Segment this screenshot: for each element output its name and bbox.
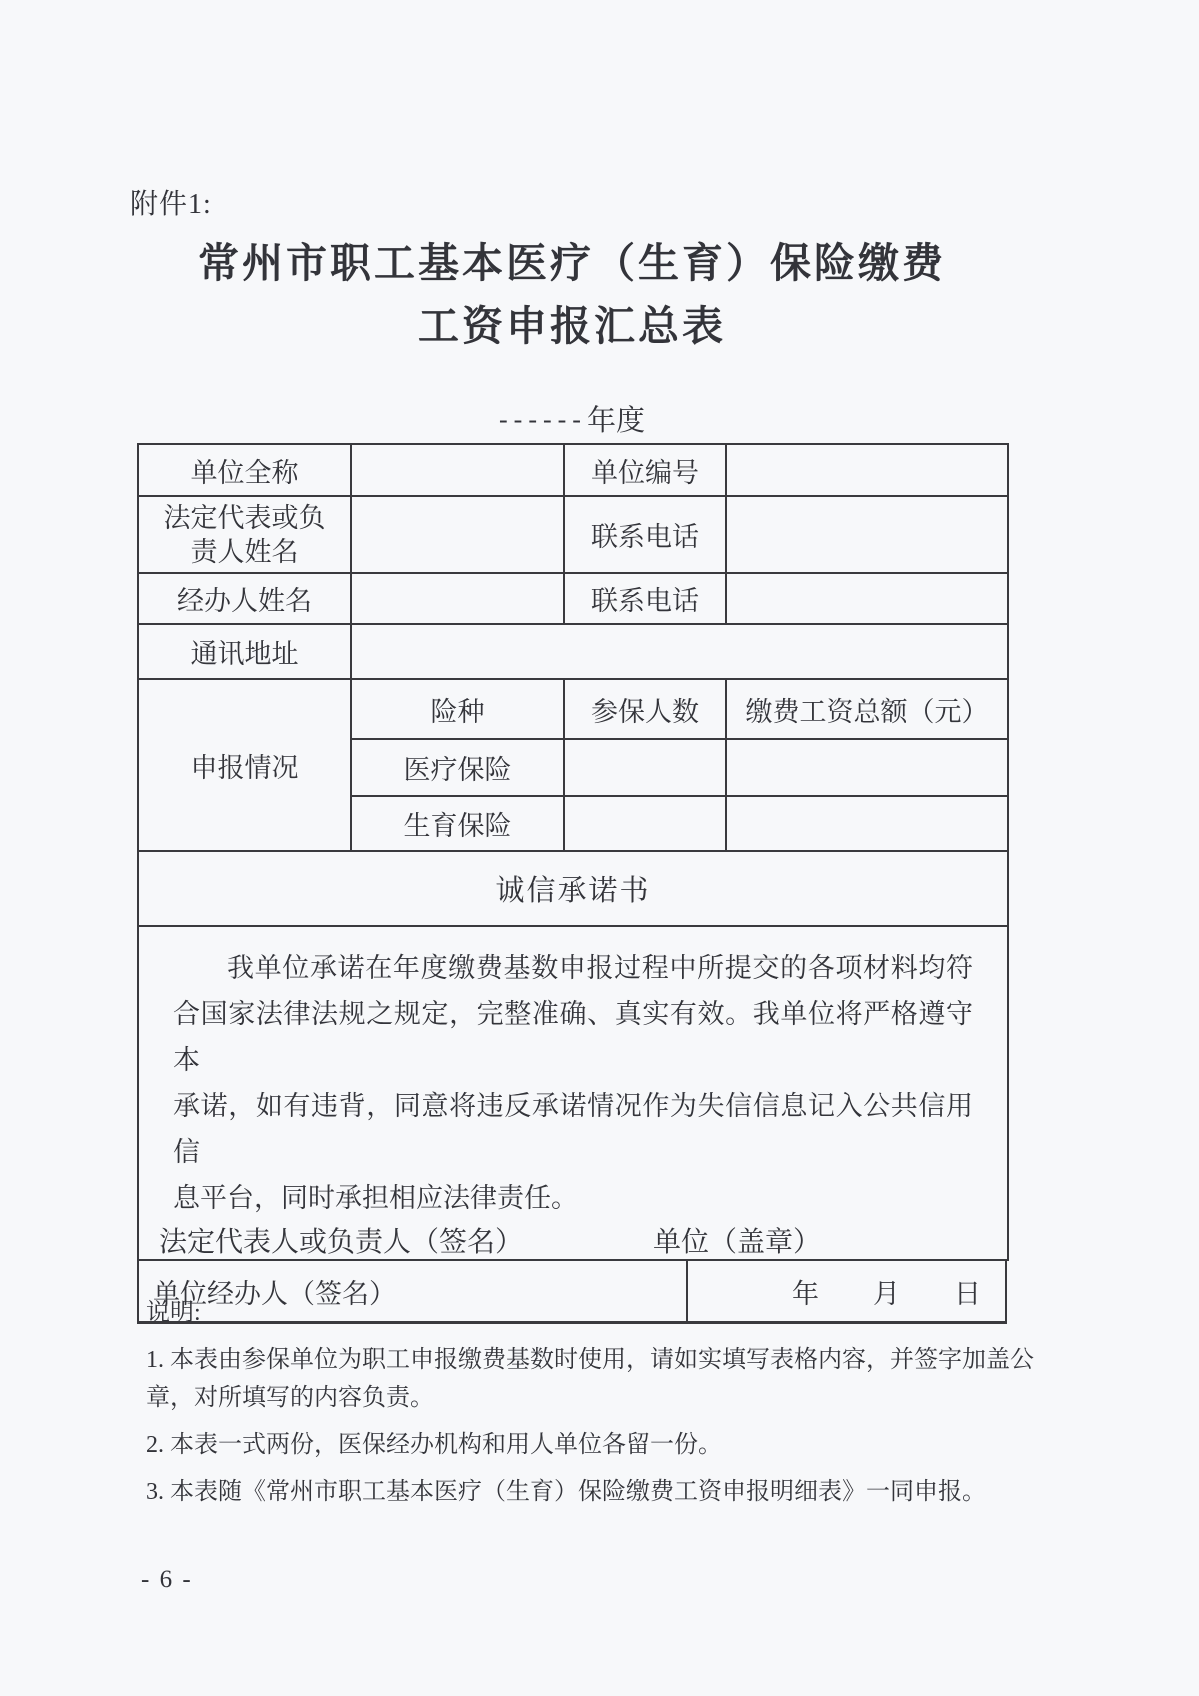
wage-total-header: 缴费工资总额（元） — [726, 679, 1008, 739]
declaration-status-label: 申报情况 — [138, 679, 351, 851]
attachment-label: 附件1: — [130, 189, 212, 220]
medical-insurance-label: 医疗保险 — [351, 739, 564, 796]
medical-insured-count-cell — [564, 739, 726, 796]
table-row — [138, 679, 1008, 739]
note-item-2: 2. 本表一式两份，医保经办机构和用人单位各留一份。 — [146, 1432, 722, 1458]
contact-phone-value-cell-1 — [726, 496, 1008, 573]
table-row — [138, 496, 1008, 573]
unit-full-name-label: 单位全称 — [138, 444, 351, 496]
contact-phone-label-1: 联系电话 — [564, 496, 726, 573]
unit-code-label: 单位编号 — [564, 444, 726, 496]
table-row — [138, 444, 1008, 496]
insured-count-header: 参保人数 — [564, 679, 726, 739]
document-title-line1: 常州市职工基本医疗（生育）保险缴费 — [198, 240, 946, 286]
document-title-line2: 工资申报汇总表 — [418, 303, 726, 349]
legal-rep-sign-label: 法定代表人或负责人（签名） — [159, 1227, 524, 1258]
table-row — [138, 573, 1008, 624]
unit-full-name-value-cell — [351, 444, 564, 496]
year-blank-dashes: ------ — [499, 405, 587, 434]
notes-section — [146, 1294, 1051, 1511]
commitment-line-4: 息平台，同时承担相应法律责任。 — [173, 1183, 578, 1213]
insurance-type-header: 险种 — [351, 679, 564, 739]
unit-code-value-cell — [726, 444, 1008, 496]
maternity-insured-count-cell — [564, 796, 726, 851]
unit-seal-label: 单位（盖章） — [652, 1227, 821, 1258]
handler-name-value-cell — [351, 573, 564, 624]
mailing-address-label: 通讯地址 — [138, 624, 351, 679]
date-line: 年 月 日 — [792, 1278, 981, 1309]
maternity-insurance-label: 生育保险 — [351, 796, 564, 851]
signature-line — [159, 1227, 987, 1259]
form-grid — [137, 443, 1009, 1261]
commitment-heading: 诚信承诺书 — [138, 851, 1008, 926]
commitment-line-3: 承诺，如有违背，同意将违反承诺情况作为失信信息记入公共信用信 — [173, 1091, 973, 1167]
year-line — [137, 398, 1007, 439]
commitment-line-2: 合国家法律法规之规定，完整准确、真实有效。我单位将严格遵守本 — [173, 999, 973, 1075]
medical-wage-total-cell — [726, 739, 1008, 796]
legal-rep-name-label: 法定代表或负责人姓名 — [138, 496, 351, 573]
table-row — [138, 926, 1008, 1260]
table-row — [138, 851, 1008, 926]
document-title — [137, 232, 1007, 358]
commitment-line-1: 我单位承诺在年度缴费基数申报过程中所提交的各项材料均符 — [227, 953, 973, 983]
legal-rep-name-value-cell — [351, 496, 564, 573]
handler-sign-label: 单位经办人（签名） — [139, 1261, 688, 1321]
contact-phone-value-cell-2 — [726, 573, 1008, 624]
maternity-wage-total-cell — [726, 796, 1008, 851]
mailing-address-value-cell — [351, 624, 1008, 679]
contact-phone-label-2: 联系电话 — [564, 573, 726, 624]
declaration-form-table — [137, 443, 1007, 1324]
table-row — [138, 624, 1008, 679]
year-label: 年度 — [586, 405, 645, 437]
handler-name-label: 经办人姓名 — [138, 573, 351, 624]
page-number: - 6 - — [141, 1566, 193, 1593]
note-item-1: 1. 本表由参保单位为职工申报缴费基数时使用，请如实填写表格内容，并签字加盖公章，对所填写的内容负责。 — [146, 1347, 1034, 1411]
commitment-body-cell — [138, 926, 1008, 1260]
note-item-3: 3. 本表随《常州市职工基本医疗（生育）保险缴费工资申报明细表》一同申报。 — [146, 1479, 986, 1505]
notes-heading: 说明: — [146, 1300, 201, 1326]
